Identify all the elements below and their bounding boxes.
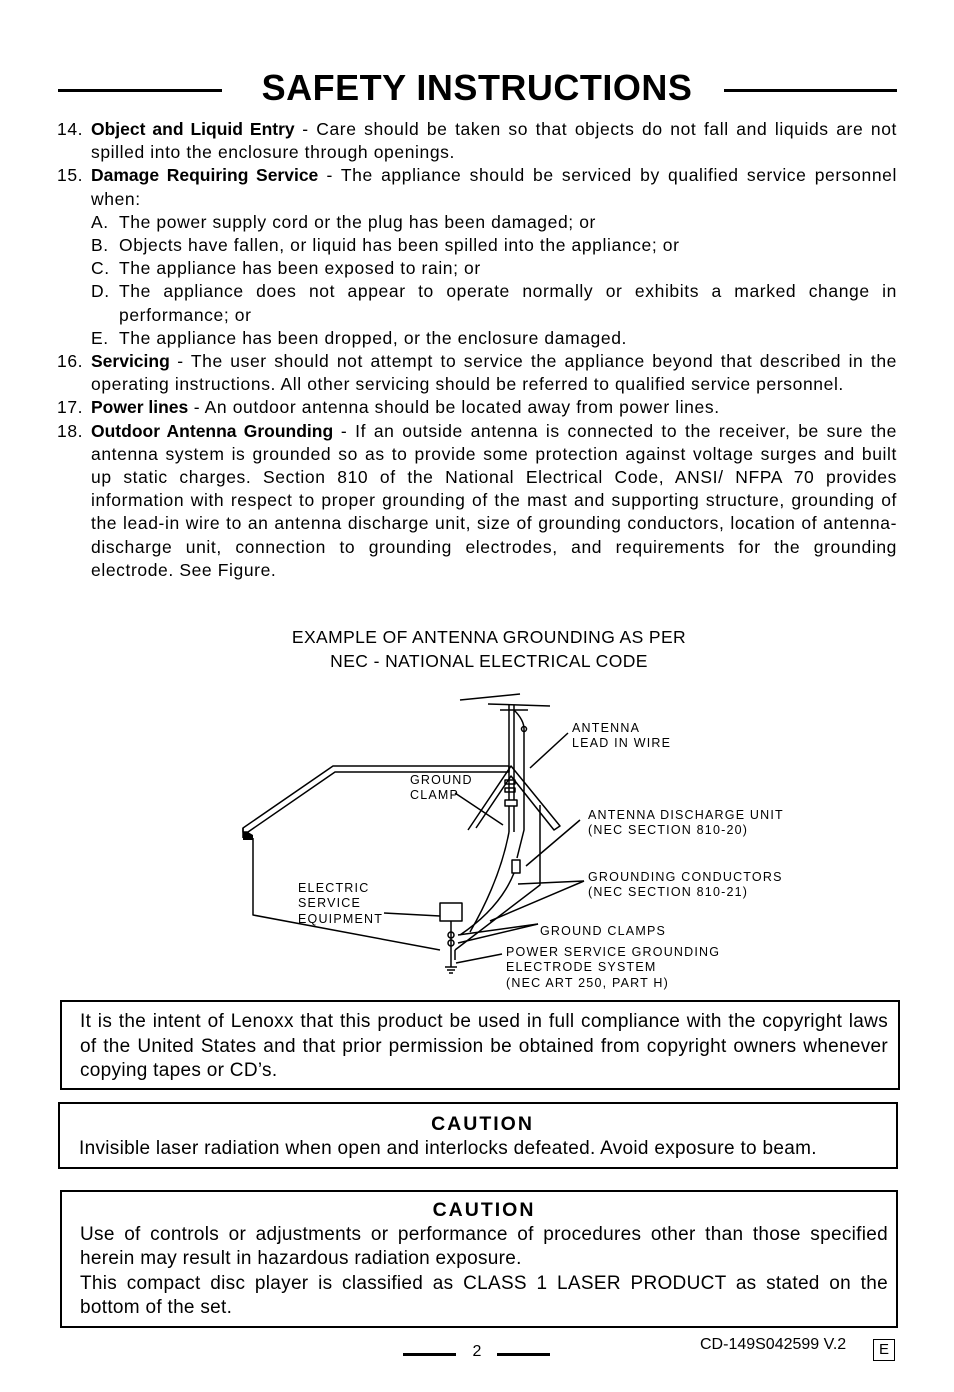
sub-text: The appliance has been dropped, or the enclosure damaged. [119,327,628,348]
antenna-element [460,694,520,700]
leader-electrode [456,954,502,963]
item-number: 14. [57,119,84,139]
sub-letter: D. [91,281,110,302]
caution-box-1 [58,1102,898,1169]
sub-text: The appliance has been exposed to rain; or [119,258,481,279]
sub-letter: A. [91,211,109,232]
language-mark: E [873,1339,895,1361]
sub-letter: E. [91,327,109,348]
label-nec-art: (NEC ART 250, PART H) [506,976,669,990]
figure-caption [0,626,954,673]
antenna-element [488,704,550,706]
footer-rule-right [497,1353,550,1356]
page-title: SAFETY INSTRUCTIONS [261,67,693,108]
item-text: - The user should not attempt to service the appliance beyond that described in the operating instructions. All other servicing should be referred to qualified service personnel. [91,351,897,395]
copyright-notice-text: It is the intent of Lenoxx that this product be used in full compliance with the copyright laws of the United States and that prior permission be obtained from copyright owners whenever copying tapes or CD’s. [80,1011,888,1081]
label-grounding-conductors: GROUNDING CONDUCTORS [588,870,783,884]
leader-grounding-conductors-1 [518,881,584,884]
label-ground-clamps: GROUND CLAMPS [540,924,667,938]
service-equipment-box [440,903,462,921]
figure-caption-line1: EXAMPLE OF ANTENNA GROUNDING AS PER [291,627,687,647]
sub-letter: C. [91,258,110,279]
item-heading: Servicing [91,351,170,372]
instructions-list [57,118,897,582]
leader-discharge-unit [526,820,580,866]
antenna-grounding-diagram [0,680,954,1000]
item-heading: Damage Requiring Service [91,165,319,186]
discharge-unit [512,860,520,873]
item-number: 18. [57,420,84,441]
sub-item-a [57,211,897,234]
label-electrode-system: ELECTRODE SYSTEM [506,960,657,974]
item-number: 15. [57,165,84,186]
title-rule-right [724,89,897,92]
label-clamp: CLAMP [410,788,460,802]
item-16 [57,350,897,396]
item-18 [57,420,897,582]
roof-underside [243,832,253,840]
page-number: 2 [472,1343,482,1360]
label-antenna: ANTENNA [572,721,641,735]
label-equipment: EQUIPMENT [298,912,384,926]
item-17 [57,396,897,419]
caution-heading: CAUTION [432,1199,536,1221]
item-heading: Outdoor Antenna Grounding [91,420,334,441]
sub-item-c [57,257,897,280]
caution-heading: CAUTION [431,1113,534,1135]
copyright-notice-box [60,1000,900,1090]
model-code: CD-149S042599 V.2 [700,1336,847,1353]
caution-box-2 [60,1190,898,1328]
item-number: 16. [57,351,84,372]
item-text: - The appliance should be serviced by qualified service personnel when: [91,165,897,209]
item-number: 17. [57,397,84,418]
sub-text: The power supply cord or the plug has been damaged; or [119,211,596,232]
sub-item-e [57,327,897,350]
label-electric: ELECTRIC [298,881,370,895]
caution-text-2: This compact disc player is classified as CLASS 1 LASER PRODUCT as stated on the bottom of the set. [80,1272,888,1318]
label-service: SERVICE [298,896,362,910]
sub-text: The appliance does not appear to operate normally or exhibits a marked change in performance; or [119,281,897,325]
sub-text: Objects have fallen, or liquid has been spilled into the appliance; or [119,235,680,256]
label-discharge-section: (NEC SECTION 810-20) [588,823,749,837]
label-grounding-section: (NEC SECTION 810-21) [588,885,749,899]
house-right-wall [455,828,540,950]
leader-antenna [530,733,568,768]
item-heading: Object and Liquid Entry [91,119,295,139]
item-14 [57,118,897,164]
item-text: - If an outside antenna is connected to the receiver, be sure the antenna system is grounded so as to provide some protection against voltage surges and built up static charges. Section 810 of the National Electrical Code, ANSI/ NFPA 70 provides information with respect to proper grounding of the mast and supporting structure, grounding of the lead-in wire to an antenna discharge unit, size of grounding conductors, location of antenna-discharge unit, connection to grounding electrodes, and requirements for the grounding electrode. See Figure. [91,420,897,580]
caution-text: Invisible laser radiation when open and interlocks defeated. Avoid exposure to beam. [79,1137,817,1159]
item-heading: Power lines [91,397,189,418]
caution-text-1: Use of controls or adjustments or performance of procedures other than those specified herein may result in hazardous radiation exposure. [80,1223,888,1269]
label-lead-in-wire: LEAD IN WIRE [572,736,672,750]
mast-clamp [505,800,517,806]
item-text: - An outdoor antenna should be located away from power lines. [188,397,720,418]
figure-caption-line2: NEC - NATIONAL ELECTRICAL CODE [330,650,648,671]
sub-item-d [57,280,897,326]
label-ground: GROUND [410,773,473,787]
grounding-conductor-mast [470,832,509,932]
label-power-service: POWER SERVICE GROUNDING [506,945,721,959]
sub-letter: B. [91,235,109,256]
leader-service-equipment [384,913,440,916]
label-discharge-unit: ANTENNA DISCHARGE UNIT [588,808,784,822]
item-text: - Care should be taken so that objects do not fall and liquids are not spilled into the enclosure through openings. [91,119,897,163]
item-15 [57,164,897,210]
sub-item-b [57,234,897,257]
